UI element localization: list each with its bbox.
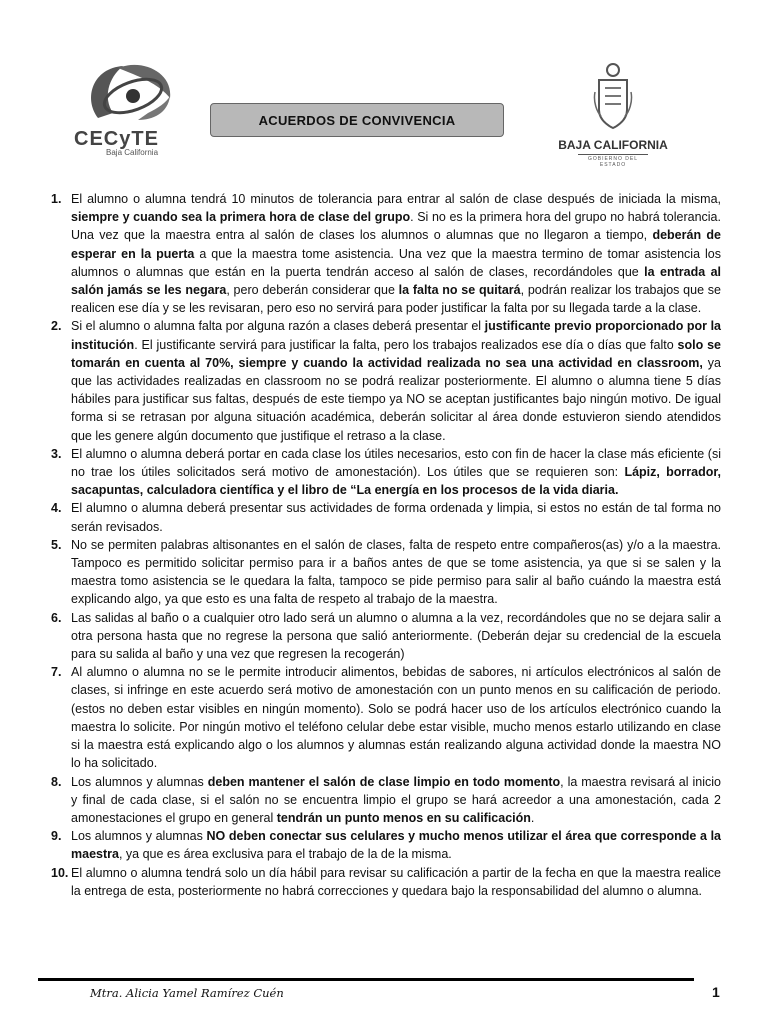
rule-number: 7. <box>51 665 62 680</box>
logo-left-text: CECyTE <box>74 128 159 150</box>
rule-text: Al alumno o alumna no se le permite introducir alimentos, bebidas de sabores, ni artículos electrónicos al salón de clases, si infringe en este acuerdo será motivo de amonestación con un punto menos en su calificación de periodo. (estos no deben estar visibles en ningún momento). Solo se podrá hacer uso de los artículos electrónico cuando la maestra lo solicite. Por ningún motivo el teléfono celular debe estar visible, mucho menos estarlo utilizando en clase si la maestra está explicando algo o los alumnos y alumnas están realizando alguna actividad donde la maestra NO lo ha solicitado. <box>71 665 721 771</box>
rule-text: Las salidas al baño o a cualquier otro lado será un alumno o alumna a la vez, recordándoles que no se dejara salir a otra persona hasta que no regrese la persona que salió anteriormente. (Deberán dejar su credencial de la escuela para su salida al baño y una vez que regresen la recogerán) <box>71 610 721 662</box>
rule-number: 2. <box>51 319 62 334</box>
rule-text: El alumno o alumna deberá portar en cada clase los útiles necesarios, esto con fin de hacer la clase más eficiente (si no trae los útiles solicitados será motivo de amonestación). Los útiles que se requieren son: <box>71 446 721 480</box>
rule-number: 10. <box>51 865 69 880</box>
rule-number: 4. <box>51 501 62 516</box>
rule-text: ya que las actividades realizadas en classroom no se podrá realizar posteriormente. El alumno o alumna tiene 5 días hábiles para justificar sus faltas, después de este tiempo ya NO se aceptan justificantes bajo ningún motivo. De igual forma si se retrasan por alguna situación académica, deberán solicitar al área donde estuvieron siendo atendidos que les genere algún documento que justifique el retraso a la clase. <box>71 355 721 443</box>
footer-divider <box>38 978 694 981</box>
rule-text: No se permiten palabras altisonantes en el salón de clases, falta de respeto entre compañeros(as) y/o a la maestra. Tampoco es permitido solicitar permiso para ir a baños antes de que se tome asistencia, ya que si se salen y la maestra tomo asistencia se le quedara la falta, tampoco se pide permiso para salir al baño cuándo la maestra está explicando algo, ya que esto es una falta de respeto al trabajo de la maestra. <box>71 537 721 607</box>
rule-item <box>35 609 721 664</box>
teacher-signature: Mtra. Alicia Yamel Ramírez Cuén <box>90 986 284 1000</box>
rule-text: . El justificante servirá para justificar la falta, pero los trabajos realizados ese día o días que falto <box>134 337 678 352</box>
rule-number: 5. <box>51 537 62 552</box>
cecyte-emblem-icon <box>78 58 178 128</box>
rule-item <box>35 864 721 900</box>
rule-item <box>35 536 721 609</box>
document-title: ACUERDOS DE CONVIVENCIA <box>210 103 504 137</box>
rule-text: Los alumnos y alumnas <box>71 774 208 789</box>
rule-item <box>35 190 721 317</box>
rule-number: 1. <box>51 192 62 206</box>
rule-item <box>35 773 721 828</box>
rule-text-bold: NO deben conectar sus celulares y mucho menos utilizar el área que corresponde a la maestra <box>71 829 721 862</box>
logo-right-text: BAJA CALIFORNIA <box>558 138 668 152</box>
rule-text: . Si no es la primera hora del grupo no habrá tolerancia. Una vez que la maestra entra al salón de clases los alumnos o alumnas que no llegaron a tiempo, <box>71 210 721 243</box>
rule-text-bold: solo se tomarán en cuenta al 70%, siempre y cuando la actividad realizada no sea una actividad en classroom, <box>71 337 722 370</box>
rule-text-bold: siempre y cuando sea la primera hora de clase del grupo <box>71 210 411 225</box>
rule-number: 6. <box>51 610 62 625</box>
rule-text: , la maestra revisará al inicio y final de cada clase, si el salón no se encuentra limpio el grupo se hará acreedor a una amonestación, cada 2 amonestaciones el grupo en general <box>71 774 721 825</box>
rule-number: 8. <box>51 774 62 789</box>
rule-item <box>35 317 721 444</box>
cecyte-logo <box>70 58 190 158</box>
rule-text: , pero deberán considerar que <box>226 283 399 298</box>
rule-number: 9. <box>51 829 62 844</box>
rule-item <box>35 663 721 772</box>
rule-text: . <box>530 810 535 825</box>
rule-text: El alumno o alumna deberá presentar sus actividades de forma ordenada y limpia, si estos no están de tal forma no serán revisados. <box>71 501 721 534</box>
rule-text: Si el alumno o alumna falta por alguna razón a clases deberá presentar el <box>71 319 485 334</box>
page-number: 1 <box>712 984 720 1000</box>
rule-text: El alumno o alumna tendrá 10 minutos de tolerancia para entrar al salón de clase después de iniciada la misma, <box>71 192 721 206</box>
rule-number: 3. <box>51 446 62 461</box>
rule-item <box>35 499 721 535</box>
rule-text: El alumno o alumna tendrá solo un día hábil para revisar su calificación a partir de la fecha en que la maestra realice la entrega de esta, posteriormente no habrá correcciones y quedara bajo la responsabilidad del alumno o alumna. <box>71 865 721 898</box>
rule-item <box>35 445 721 500</box>
rule-text-bold: tendrán un punto menos en su calificación <box>276 810 531 825</box>
rule-text-bold: Lápiz, borrador, sacapuntas, calculadora científica y el libro de “La energía en los procesos de la vida diaria. <box>71 465 722 498</box>
rule-item <box>35 827 721 863</box>
rule-text-bold: deberán de esperar en la puerta <box>71 228 721 261</box>
rule-text: Los alumnos y alumnas <box>71 829 207 844</box>
rule-text-bold: la falta no se quitará <box>398 283 521 298</box>
rule-text-bold: la entrada al salón jamás se les negara <box>71 264 721 298</box>
logo-right-subtext: GOBIERNO DEL ESTADO <box>578 154 648 168</box>
logo-left-subtext: Baja California <box>106 148 159 157</box>
rules-list <box>35 190 721 900</box>
rule-text: a que la maestra tome asistencia. Una vez que la maestra termino de tomar asistencia los alumnos o alumnas que están en la puerta tendrán acceso al salón de clases, recordándoles que <box>71 246 722 279</box>
rule-text-bold: deben mantener el salón de clase limpio en todo momento <box>207 774 561 789</box>
rule-text: , ya que es área exclusiva para el trabajo de la de la misma. <box>118 847 452 862</box>
rule-text-bold: justificante previo proporcionado por la institución <box>71 319 721 352</box>
baja-california-logo <box>548 62 678 172</box>
state-shield-icon <box>593 62 633 132</box>
rule-text: , podrán realizar los trabajos que se realicen ese día y se les revisaran, pero eso no servirá para poder justificar la falta por su llegada tarde a la clase. <box>71 283 721 316</box>
